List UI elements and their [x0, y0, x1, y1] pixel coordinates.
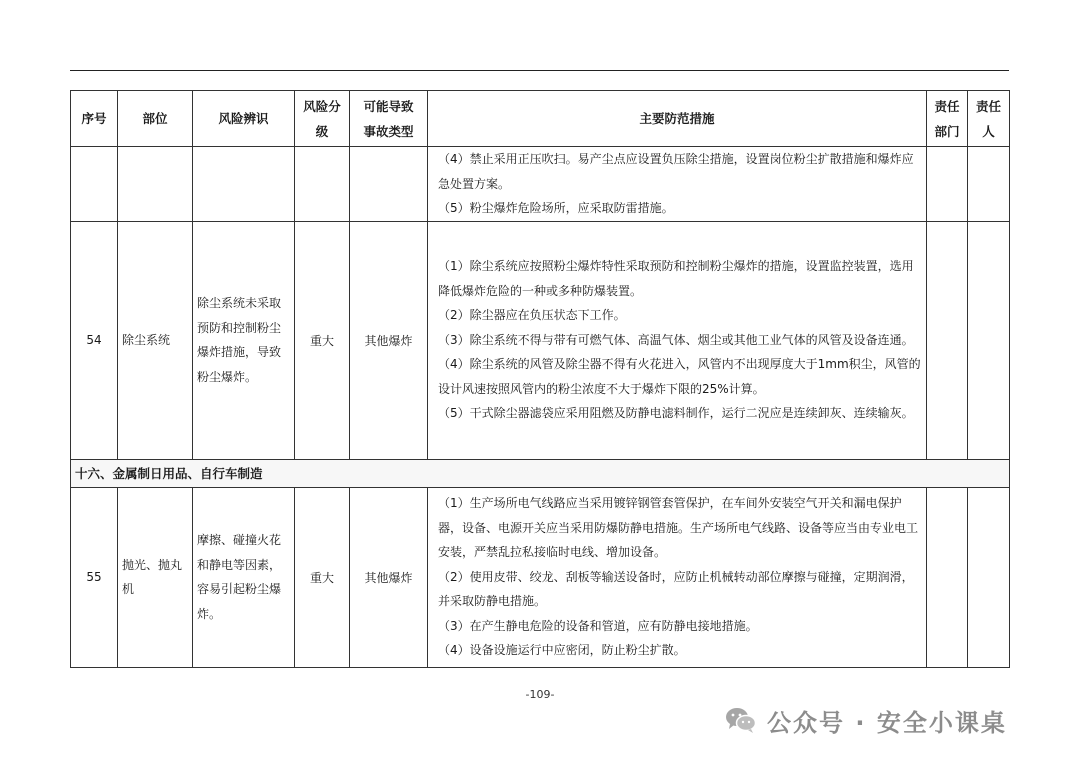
measure-item: （3）在产生静电危险的设备和管道，应有防静电接地措施。 [438, 618, 758, 633]
measure-item: （4）禁止采用正压吹扫。易产尘点应设置负压除尘措施，设置岗位粉尘扩散措施和爆炸应急处置方案。 [438, 152, 914, 191]
top-rule [70, 70, 1009, 71]
header-row [71, 91, 1010, 147]
measures-cell [428, 221, 927, 459]
row-level: 重大 [295, 487, 350, 667]
header-accident-type: 可能导致事故类型 [350, 91, 428, 147]
header-seq: 序号 [71, 91, 118, 147]
header-person: 责任人 [968, 91, 1010, 147]
measure-item: （1）生产场所电气线路应当采用镀锌钢管套管保护，在车间外安装空气开关和漏电保护器，设备、电源开关应当采用防爆防静电措施。生产场所电气线路、设备等应当由专业电工安装，严禁乱拉私接临时电线、增加设备。 [438, 496, 919, 560]
risk-table [70, 90, 1010, 668]
watermark [725, 702, 1007, 738]
measure-item: （5）粉尘爆炸危险场所，应采取防雷措施。 [438, 201, 674, 215]
table-row-54 [71, 221, 1010, 459]
table-row-55 [71, 487, 1010, 667]
measure-item: （3）除尘系统不得与带有可燃气体、高温气体、烟尘或其他工业气体的风管及设备连通。 [438, 332, 914, 347]
measure-item: （5）干式除尘器滤袋应采用阻燃及防静电滤料制作，运行二況应是连续卸灰、连续输灰。 [438, 406, 914, 421]
measure-item: （4）除尘系统的风管及除尘器不得有火花进入，风管内不出现厚度大于1mm积尘，风管的设计风速按照风管内的粉尘浓度不大于爆炸下限的25%计算。 [438, 357, 921, 396]
section-row [71, 459, 1010, 487]
header-dept: 责任部门 [927, 91, 968, 147]
row-location: 除尘系统 [118, 221, 193, 459]
table-row-continued [71, 147, 1010, 222]
row-level: 重大 [295, 221, 350, 459]
row-accident: 其他爆炸 [350, 221, 428, 459]
measure-item: （1）除尘系统应按照粉尘爆炸特性采取预防和控制粉尘爆炸的措施，设置监控装置，选用降低爆炸危险的一种或多种防爆装置。 [438, 259, 914, 298]
row-location: 抛光、抛丸机 [118, 487, 193, 667]
row-risk: 除尘系统未采取预防和控制粉尘爆炸措施，导致粉尘爆炸。 [193, 221, 295, 459]
page-number: -109- [525, 688, 555, 701]
header-risk-level: 风险分级 [295, 91, 350, 147]
watermark-text: 公众号 · 安全小课桌 [767, 708, 1007, 737]
row-seq: 54 [71, 221, 118, 459]
measure-item: （2）使用皮带、绞龙、刮板等输送设备时，应防止机械转动部位摩擦与碰撞，定期润滑，并采取防静电措施。 [438, 569, 914, 609]
header-risk-identification: 风险辨识 [193, 91, 295, 147]
header-location: 部位 [118, 91, 193, 147]
measure-item: （2）除尘器应在负压状态下工作。 [438, 308, 626, 323]
row-accident: 其他爆炸 [350, 487, 428, 667]
header-measures: 主要防范措施 [428, 91, 927, 147]
row-risk: 摩擦、碰撞火花和静电等因素，容易引起粉尘爆炸。 [193, 487, 295, 667]
measures-cell [428, 487, 927, 667]
wechat-icon [725, 706, 757, 734]
row-seq: 55 [71, 487, 118, 667]
measure-item: （4）设备设施运行中应密闭，防止粉尘扩散。 [438, 643, 686, 658]
measures-cell [428, 147, 927, 222]
section-title: 十六、金属制日用品、自行车制造 [71, 459, 1010, 487]
